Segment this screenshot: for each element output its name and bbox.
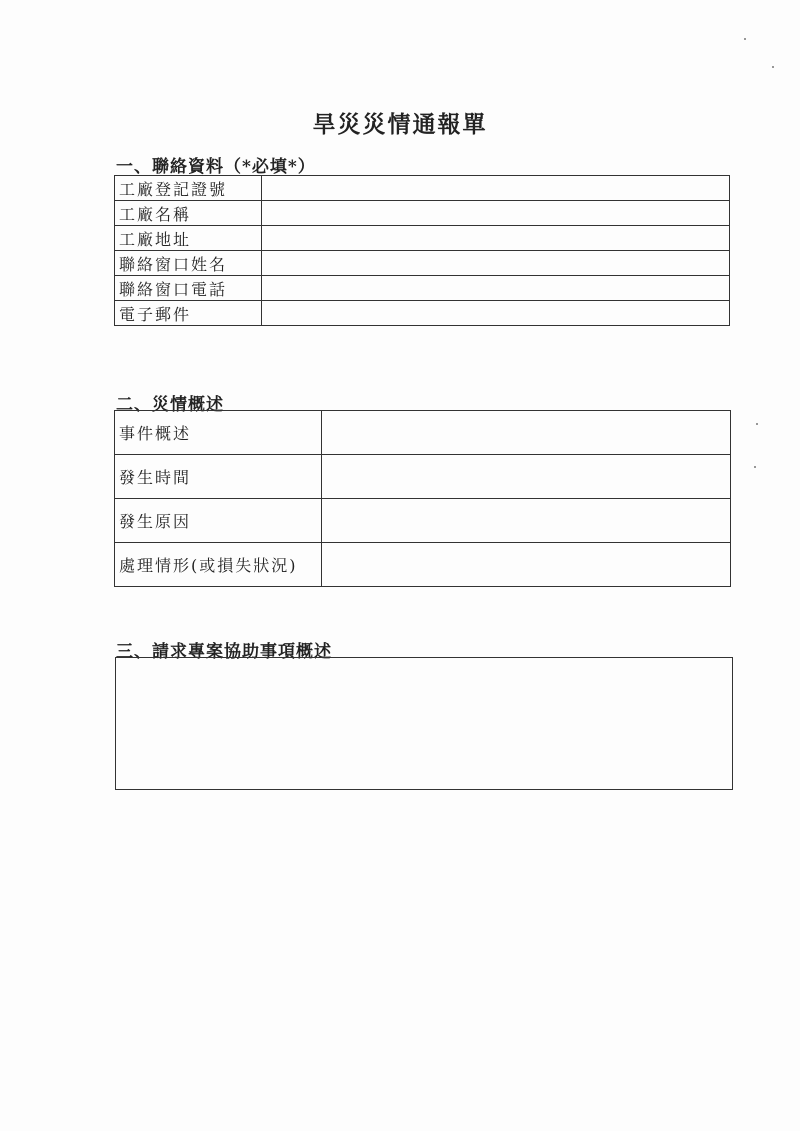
form-title: 旱災災情通報單: [312, 111, 488, 138]
table-row: [115, 499, 731, 543]
table-row: [115, 176, 730, 201]
section-contact-heading: 一、聯絡資料（*必填*）: [116, 157, 316, 177]
factory-registration-number-field[interactable]: [262, 176, 730, 201]
disaster-table: [114, 410, 731, 587]
table-row: [115, 411, 731, 455]
table-row: [115, 543, 731, 587]
table-row: [115, 226, 730, 251]
field-label: 電子郵件: [115, 301, 262, 326]
scan-speck: [754, 466, 756, 468]
assistance-request-field[interactable]: [115, 657, 733, 790]
scan-speck: [756, 423, 758, 425]
table-row: [115, 276, 730, 301]
scan-speck: [744, 38, 746, 40]
contact-name-field[interactable]: [262, 251, 730, 276]
table-row: [115, 201, 730, 226]
field-label: 發生原因: [115, 499, 322, 543]
field-label: 工廠名稱: [115, 201, 262, 226]
event-summary-field[interactable]: [322, 411, 731, 455]
field-label: 發生時間: [115, 455, 322, 499]
contact-table: [114, 175, 730, 326]
field-label: 聯絡窗口電話: [115, 276, 262, 301]
email-field[interactable]: [262, 301, 730, 326]
contact-phone-field[interactable]: [262, 276, 730, 301]
factory-name-field[interactable]: [262, 201, 730, 226]
field-label: 工廠地址: [115, 226, 262, 251]
table-row: [115, 455, 731, 499]
table-row: [115, 301, 730, 326]
factory-address-field[interactable]: [262, 226, 730, 251]
table-row: [115, 251, 730, 276]
field-label: 處理情形(或損失狀況): [115, 543, 322, 587]
section-disaster-heading: 二、災情概述: [116, 395, 224, 415]
cause-field[interactable]: [322, 499, 731, 543]
field-label: 事件概述: [115, 411, 322, 455]
occurrence-time-field[interactable]: [322, 455, 731, 499]
field-label: 工廠登記證號: [115, 176, 262, 201]
scan-speck: [772, 66, 774, 68]
section-assistance-heading: 三、請求專案協助事項概述: [116, 642, 332, 662]
handling-status-field[interactable]: [322, 543, 731, 587]
field-label: 聯絡窗口姓名: [115, 251, 262, 276]
